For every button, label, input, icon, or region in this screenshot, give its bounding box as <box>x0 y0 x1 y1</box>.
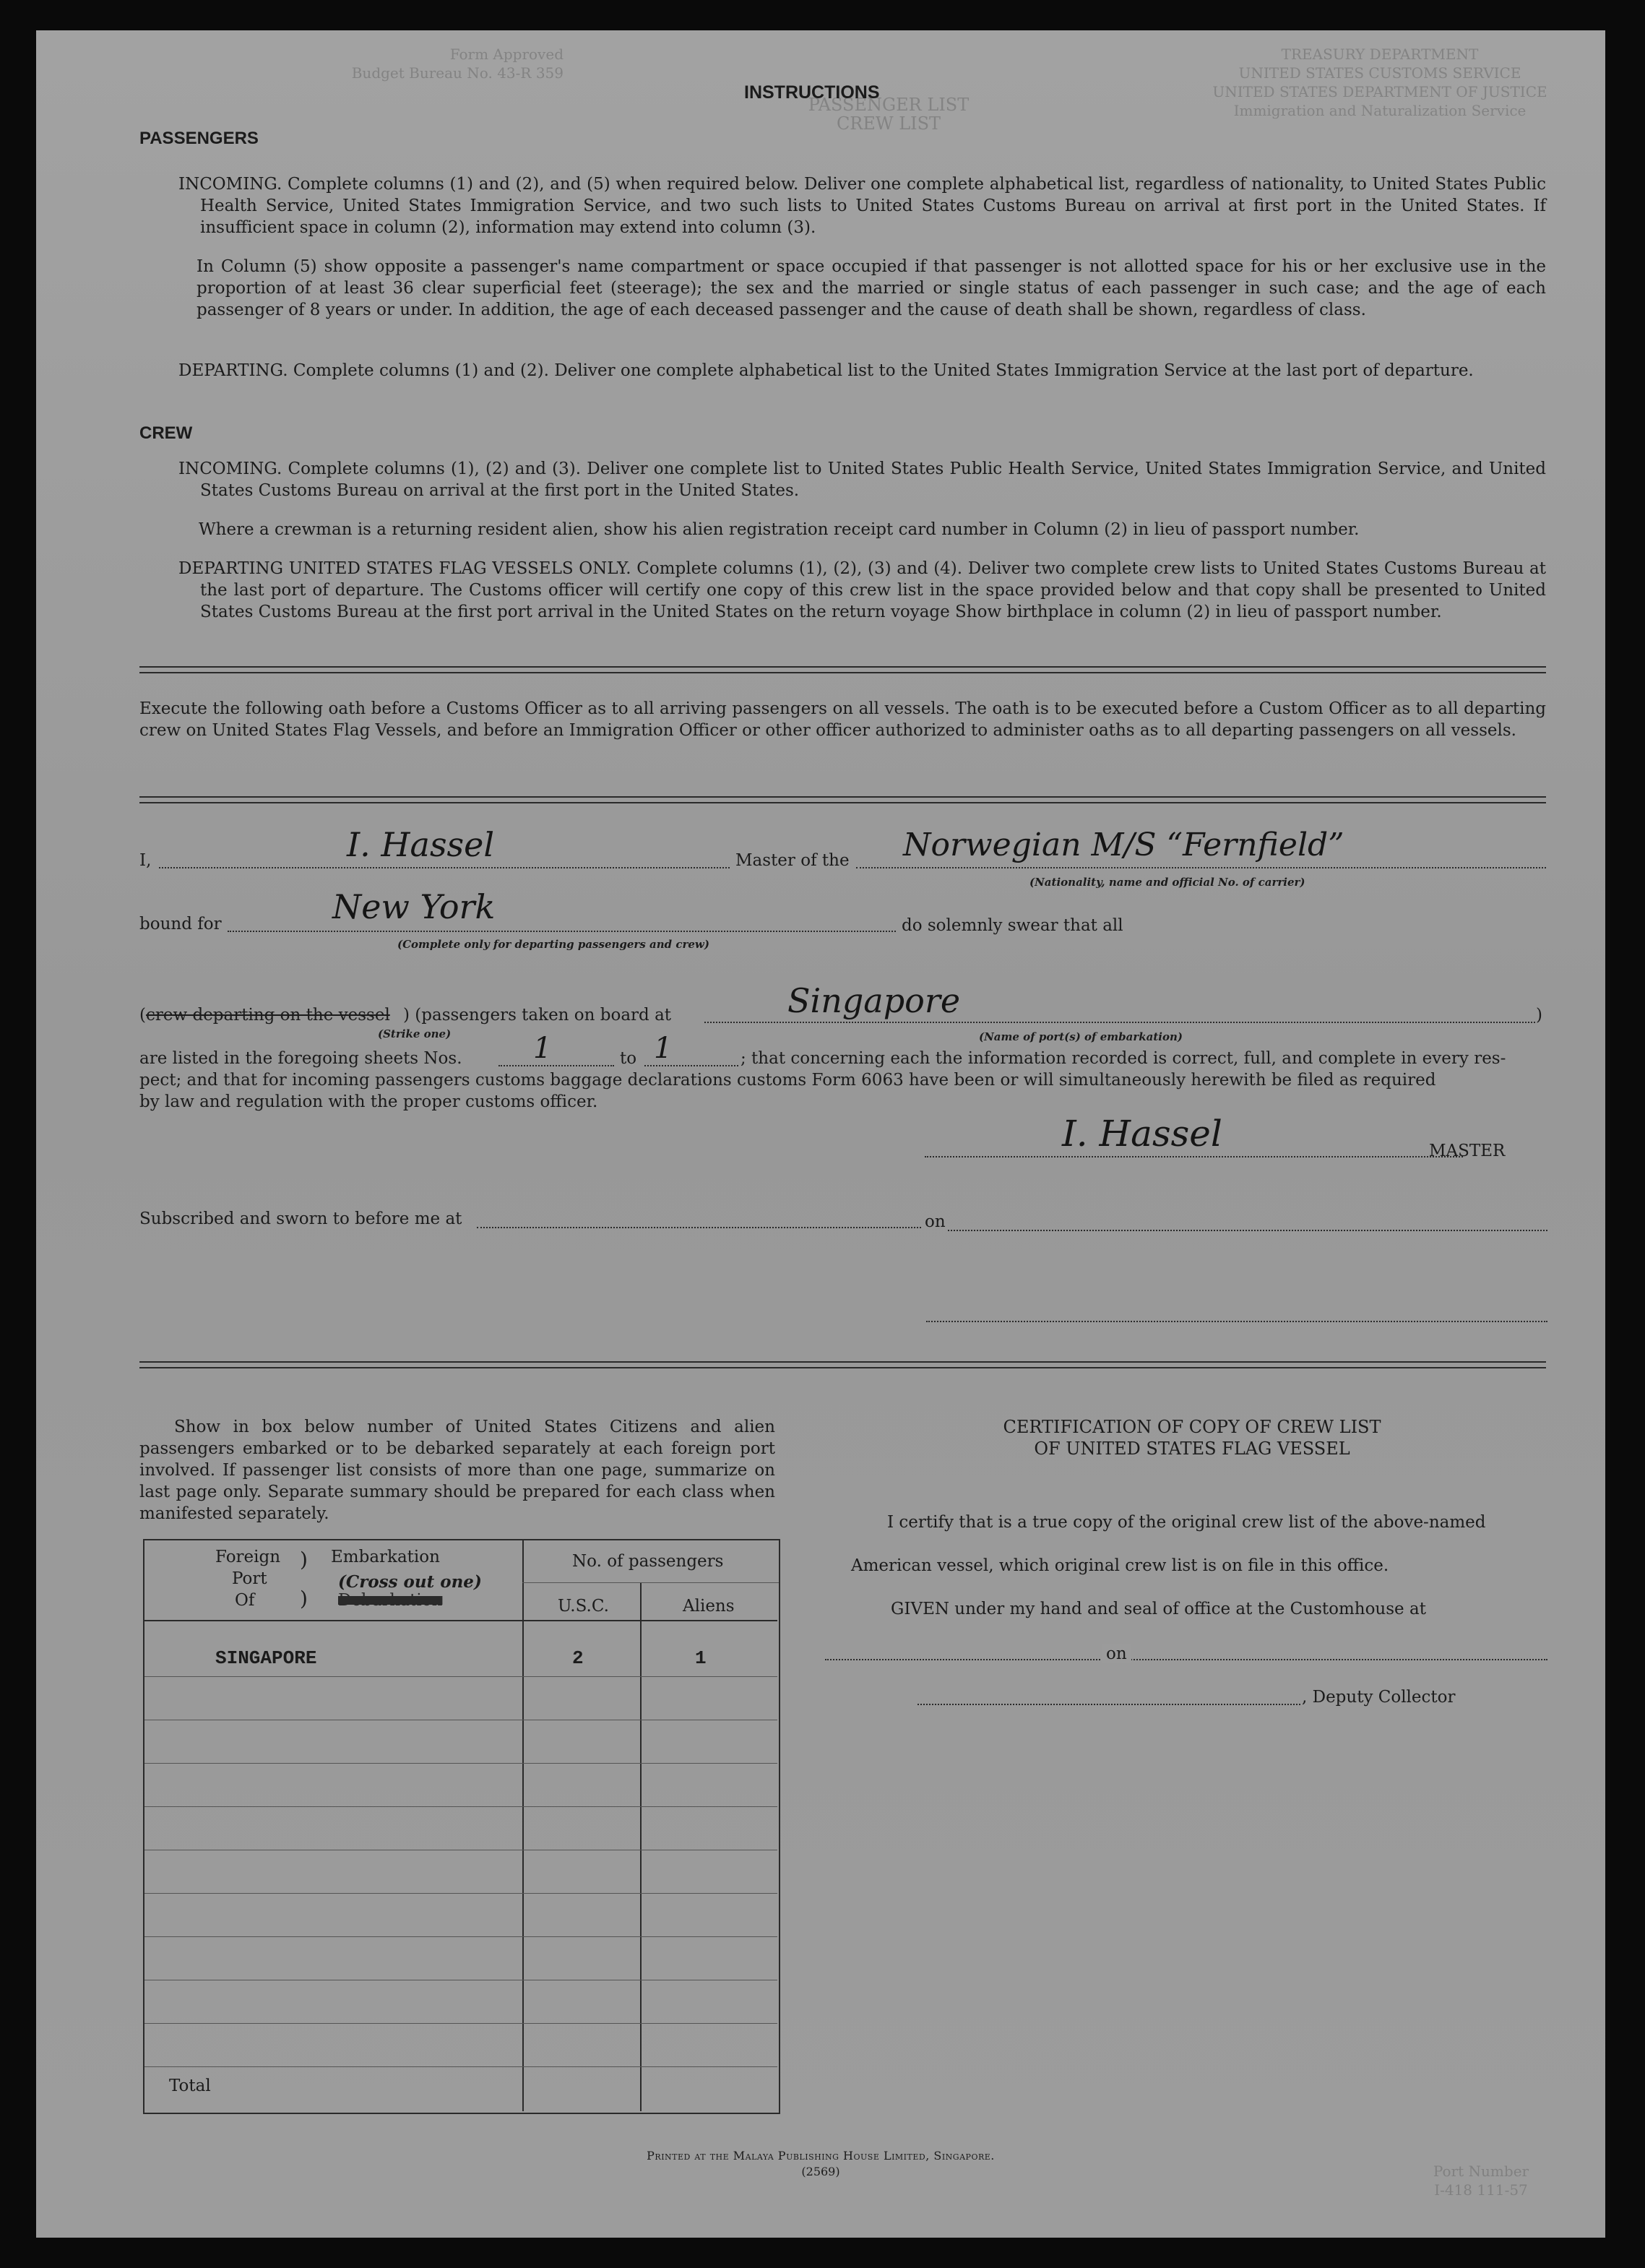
col-usc: U.S.C. <box>558 1597 609 1616</box>
sheet-from-line[interactable] <box>498 1065 614 1066</box>
customhouse-line[interactable] <box>825 1659 1547 1660</box>
table-row-line <box>144 1806 777 1807</box>
divider <box>139 796 1546 798</box>
oath-intro: Execute the following oath before a Customs Officer as to all arriving passengers on all vessels. The oath is to be executed before a Custom Officer as to all departing crew on United States Flag Vessels, and before an Immigration Officer or other officer authorized to administer oaths as to all departing passengers on all vessels. <box>139 699 1546 740</box>
col-foreign: Foreign <box>215 1548 281 1566</box>
deputy-signature-line[interactable] <box>918 1704 1300 1705</box>
summary-table <box>143 1539 780 2114</box>
strike-hint: (Strike one) <box>378 1027 452 1040</box>
brace-bottom: ) <box>300 1587 308 1611</box>
ghost-line: Port Number <box>1433 2163 1529 2180</box>
oath-i-label: I, <box>139 851 152 870</box>
oath-rest-line2: pect; and that for incoming passengers customs baggage declarations customs Form 6063 have been or will simultaneously herewith be filed as required <box>139 1071 1436 1090</box>
table-row-line <box>144 1676 777 1677</box>
vessel-hint: (Nationality, name and official No. of carrier) <box>1029 876 1305 889</box>
page-title: INSTRUCTIONS <box>744 82 880 103</box>
master-name-line[interactable] <box>159 867 730 868</box>
sheets-label: are listed in the foregoing sheets Nos. <box>139 1049 462 1068</box>
col-debarkation-struck: Debarkation <box>338 1591 443 1610</box>
divider <box>139 1367 1546 1368</box>
divider <box>139 1361 1546 1363</box>
strike-choice <box>139 1006 390 1025</box>
crew-returning-text: Where a crewman is a returning resident alien, show his alien registration receipt card number in Column (2) in lieu of passport number. <box>199 520 1360 539</box>
ghost-line: UNITED STATES DEPARTMENT OF JUSTICE <box>1212 83 1547 100</box>
table-row-line <box>144 2023 777 2024</box>
subscribed-date-line[interactable] <box>948 1230 1547 1231</box>
table-row-port: SINGAPORE <box>215 1647 317 1669</box>
col-port: Port <box>232 1569 267 1588</box>
sheet-from-handwriting: 1 <box>533 1032 552 1065</box>
passengers-column5-text <box>197 256 1546 321</box>
crew-heading: CREW <box>139 423 193 443</box>
certification-on-label: on <box>1102 1644 1131 1663</box>
brace-top: ) <box>300 1548 308 1571</box>
crew-departing-paragraph: DEPARTING UNITED STATES FLAG VESSELS ONLY. Complete columns (1), (2), (3) and (4). Deliver two complete crew lists to United States Customs Bureau at the last port of departure. The Customs officer will certify one copy of this crew list in the space provided below and that copy shall be presented to United States Customs Bureau at the first port arrival in the United States on the return voyage Show birthplace in column (2) in lieu of passport number. <box>178 559 1546 621</box>
bound-for-label: bound for <box>139 915 222 933</box>
signature-line[interactable] <box>925 1156 1463 1157</box>
ghost-line: TREASURY DEPARTMENT <box>1281 46 1479 63</box>
table-row-line <box>144 1936 777 1937</box>
destination-line[interactable] <box>228 931 896 932</box>
passengers-label: (passengers taken on board at <box>415 1006 672 1025</box>
certification-body-line1: I certify that is a true copy of the original crew list of the above-named <box>887 1513 1486 1532</box>
col-of: Of <box>235 1591 255 1610</box>
table-row-usc: 2 <box>572 1647 584 1669</box>
ghost-line: I-418 111-57 <box>1434 2181 1528 2199</box>
destination-handwriting: New York <box>332 887 496 926</box>
col-passengers: No. of passengers <box>572 1552 724 1571</box>
sheet-to-handwriting: 1 <box>654 1032 673 1065</box>
footer-code: (2569) <box>801 2165 840 2178</box>
passengers-incoming-paragraph: INCOMING. Complete columns (1) and (2), and (5) when required below. Deliver one complete alphabetical list, regardless of nationality, to United States Public Health Service, United States Immigration Service, and two such lists to United States Customs Bureau on arrival at first port in the United States. If insufficient space in column (2), information may extend into column (3). <box>178 175 1546 237</box>
ghost-top-left <box>340 45 564 82</box>
divider <box>139 666 1546 668</box>
passengers-incoming-text <box>178 173 1546 238</box>
close-paren: ) <box>403 1006 410 1025</box>
col-aliens: Aliens <box>683 1597 735 1616</box>
table-total-label: Total <box>169 2077 211 2095</box>
close-paren-right: ) <box>1536 1006 1542 1025</box>
crew-incoming-text <box>178 458 1546 501</box>
port-hint: (Name of port(s) of embarkation) <box>979 1030 1183 1043</box>
oath-rest-line3: by law and regulation with the proper customs officer. <box>139 1092 598 1111</box>
deputy-collector-label: , Deputy Collector <box>1302 1688 1456 1707</box>
master-name-handwriting: I. Hassel <box>347 825 495 864</box>
ghost-line: UNITED STATES CUSTOMS SERVICE <box>1238 64 1521 82</box>
table-divider <box>522 1582 779 1583</box>
table-divider <box>640 1582 642 2111</box>
certification-title-line1: CERTIFICATION OF COPY OF CREW LIST <box>1003 1417 1381 1437</box>
summary-instructions: Show in box below number of United States Citizens and alien passengers embarked or to be debarked separately at each foreign port involved. If passenger list consists of more than one page, summarize on last page only. Separate summary should be prepared for each class when manifested separately. <box>139 1418 775 1523</box>
ghost-line: PASSENGER LIST <box>808 95 970 115</box>
to-label: to <box>620 1049 637 1068</box>
ghost-line: Budget Bureau No. 43-R 359 <box>351 64 564 82</box>
crew-departing-struck: crew departing on the vessel <box>145 1006 390 1025</box>
ghost-line: Form Approved <box>449 46 564 63</box>
column5-paragraph: In Column (5) show opposite a passenger's name compartment or space occupied if that passenger is not allotted space for his or her exclusive use in the proportion of at least 36 clear superficial feet (steerage); the sex and the married or single status of each passenger in such case; and the age of each passenger of 8 years or under. In addition, the age of each deceased passenger and the cause of death shall be shown, regardless of class. <box>197 257 1546 319</box>
table-header-rule <box>144 1620 777 1621</box>
oath-rest-line1: ; that concerning each the information recorded is correct, full, and complete in every res- <box>741 1049 1506 1068</box>
certification-body-line2: American vessel, which original crew list is on file in this office. <box>851 1556 1389 1575</box>
master-of-label: Master of the <box>735 851 850 870</box>
passengers-taken-label <box>403 1006 671 1025</box>
open-paren: ( <box>139 1006 146 1025</box>
vessel-line[interactable] <box>856 867 1546 868</box>
passengers-departing-paragraph: DEPARTING. Complete columns (1) and (2). Deliver one complete alphabetical list to the United States Immigration Service at the last port of departure. <box>178 361 1474 380</box>
subscribed-place-line[interactable] <box>477 1227 921 1228</box>
officer-signature-line[interactable] <box>926 1321 1547 1322</box>
certification-title <box>831 1416 1553 1459</box>
subscribed-label: Subscribed and sworn to before me at <box>139 1210 462 1228</box>
col-cross-out: (Cross out one) <box>338 1572 482 1592</box>
col-embarkation: Embarkation <box>331 1548 440 1566</box>
printer-footer: Printed at the Malaya Publishing House Limited, Singapore. <box>647 2149 995 2163</box>
swear-label: do solemnly swear that all <box>902 916 1123 935</box>
ghost-line: Immigration and Naturalization Service <box>1233 102 1527 119</box>
subscribed-on-label: on <box>925 1212 946 1231</box>
passengers-departing-text <box>178 360 1546 381</box>
master-label: MASTER <box>1429 1142 1506 1160</box>
ghost-line: CREW LIST <box>836 113 941 134</box>
port-line[interactable] <box>704 1022 1535 1023</box>
table-row-aliens: 1 <box>695 1647 707 1669</box>
crew-incoming-paragraph: INCOMING. Complete columns (1), (2) and (3). Deliver one complete list to United States Public Health Service, United States Immigration Service, and United States Customs Bureau on arrival at the first port in the United States. <box>178 460 1546 500</box>
master-signature: I. Hassel <box>1062 1113 1222 1155</box>
passengers-heading: PASSENGERS <box>139 129 259 148</box>
form-page <box>36 30 1605 2238</box>
vessel-handwriting: Norwegian M/S “Fernfield” <box>903 827 1344 863</box>
table-divider <box>522 1539 524 2111</box>
crew-departing-text <box>178 558 1546 623</box>
divider <box>139 802 1546 803</box>
port-handwriting: Singapore <box>787 981 961 1020</box>
ghost-top-right <box>1163 45 1597 120</box>
table-row-line <box>144 2066 777 2067</box>
certification-given: GIVEN under my hand and seal of office at the Customhouse at <box>891 1600 1426 1618</box>
divider <box>139 672 1546 673</box>
table-row-line <box>144 1763 777 1764</box>
certification-title-line2: OF UNITED STATES FLAG VESSEL <box>1034 1439 1350 1459</box>
destination-hint: (Complete only for departing passengers and crew) <box>397 938 709 951</box>
sheet-to-line[interactable] <box>644 1065 738 1066</box>
table-row-line <box>144 1893 777 1894</box>
